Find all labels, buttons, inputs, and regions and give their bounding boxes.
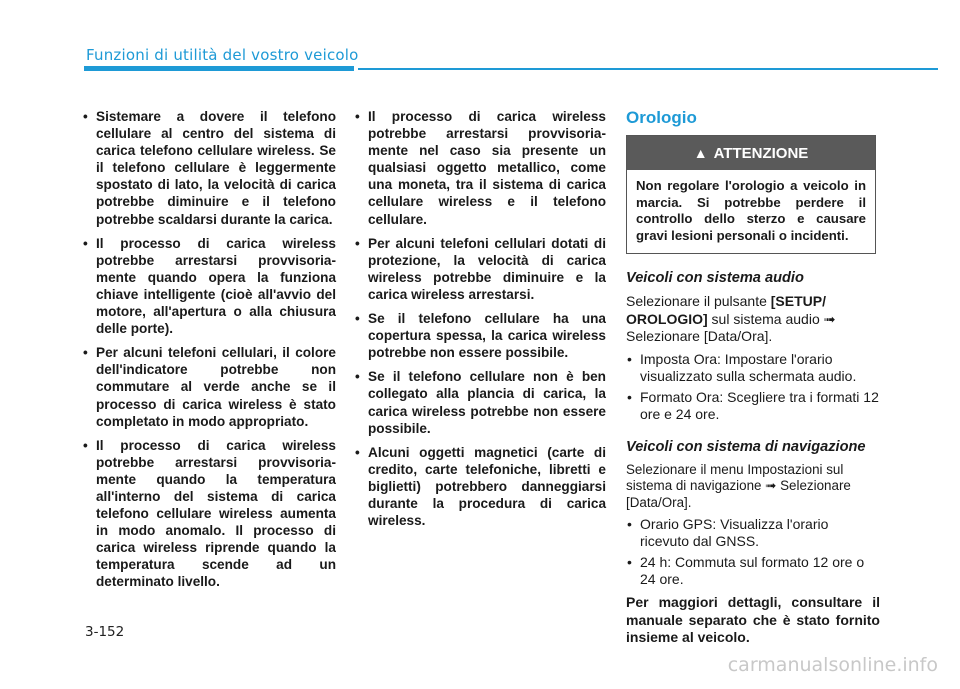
column-middle <box>352 108 606 536</box>
list-item: • Formato Ora: Scegliere tra i formati 12 ore e 24 ore. <box>627 388 879 422</box>
list-item: • Orario GPS: Visualizza l'orario ricevuto dal GNSS. <box>627 516 829 550</box>
list-item: • Per alcuni telefoni cellulari, il colore dell'indicatore potrebbe non commutare al verde anche se il processo di carica wireless è stato completato in modo appropriato. <box>83 345 336 429</box>
bullet-icon: • <box>627 388 632 405</box>
audio-bullet-list <box>626 351 880 423</box>
navigation-intro: Selezionare il menu Impostazioni sul sistema di navigazione ➟ Selezionare [Data/Ora]. <box>626 461 851 510</box>
bullet-icon: • <box>83 437 88 453</box>
warning-text: Non regolare l'orologio a veicolo in marcia. Si potrebbe perdere il controllo dello sterzo e causare gravi lesioni personali o incidenti. <box>636 178 866 243</box>
bullet-icon: • <box>83 109 88 124</box>
section-header-title: Funzioni di utilità del vostro veicolo <box>86 46 359 64</box>
bullet-icon: • <box>627 554 632 571</box>
warning-box <box>626 135 876 254</box>
bullet-icon: • <box>355 109 360 124</box>
subheading-audio: Veicoli con sistema audio <box>626 270 804 287</box>
column-left <box>80 108 336 598</box>
page-number: 3-152 <box>85 624 125 640</box>
warning-triangle-icon: ▲ <box>693 145 708 161</box>
list-item: • 24 h: Commuta sul formato 12 ore o 24 ore. <box>627 554 865 588</box>
list-item: • Se il telefono cellulare non è ben collegato alla plancia di carica, la carica wireless potrebbe non essere possibile. <box>355 369 606 436</box>
list-item: • Il processo di carica wireless potrebbe arrestarsi provvisoria-mente quando opera la funziona chiave intelligente (cioè all'avvio del motore, all'apertura o alla chiusura delle porte). <box>83 235 336 337</box>
list-item: • Alcuni oggetti magnetici (carte di credito, carte telefoniche, libretti e biglietti) potrebbero danneggiarsi durante la procedura di carica wireless. <box>355 444 606 529</box>
details-note: Per maggiori dettagli, consultare il manuale separato che è stato fornito insieme al veicolo. <box>626 594 880 645</box>
section-title-orologio: Orologio <box>626 108 697 127</box>
warning-header <box>627 136 875 170</box>
bullet-icon: • <box>83 235 88 251</box>
audio-intro: Selezionare il pulsante [SETUP/ OROLOGIO] sul sistema audio ➟ Selezionare [Data/Ora]. <box>626 293 836 345</box>
header-rule-thin <box>358 68 938 70</box>
bullet-icon: • <box>627 516 632 533</box>
navigation-bullet-list <box>626 516 880 588</box>
bullet-icon: • <box>355 311 360 327</box>
list-item: • Per alcuni telefoni cellulari dotati di protezione, la velocità di carica wireless potrebbe diminuire e la carica wireless arrestarsi. <box>355 235 606 302</box>
bullet-icon: • <box>83 345 88 361</box>
watermark-text: carmanualsonline.info <box>727 654 938 676</box>
subheading-navigation: Veicoli con sistema di navigazione <box>626 438 866 455</box>
warning-label: ATTENZIONE <box>713 144 809 162</box>
bullet-icon: • <box>627 350 632 367</box>
list-item: • Se il telefono cellulare ha una copertura spessa, la carica wireless potrebbe non essere possibile. <box>355 311 606 361</box>
bullet-icon: • <box>355 444 360 460</box>
bullet-icon: • <box>355 369 360 385</box>
bullet-icon: • <box>355 235 360 251</box>
list-item: • Sistemare a dovere il telefono cellulare al centro del sistema di carica telefono cellulare wireless. Se il telefono cellulare è leggermente spostato di lato, la velocità di carica potrebbe diminuire e il telefono potrebbe scaldarsi durante la carica. <box>83 109 336 227</box>
header-rule-thick <box>84 66 354 71</box>
bullet-list-middle <box>352 108 606 529</box>
list-item: • Il processo di carica wireless potrebbe arrestarsi provvisoria-mente nel caso sia presente un qualsiasi oggetto metallico, come una moneta, tra il sistema di carica cellulare wireless e il telefono cellulare. <box>355 109 606 227</box>
list-item: • Il processo di carica wireless potrebbe arrestarsi provvisoria-mente quando la temperatura all'interno del sistema di carica telefono cellulare wireless aumenta in modo anomalo. Il processo di carica wireless riprende quando la temperatura scende ad un determinato livello. <box>83 437 336 590</box>
list-item: • Imposta Ora: Impostare l'orario visualizzato sulla schermata audio. <box>627 350 857 384</box>
column-right <box>626 108 880 646</box>
bullet-list-left <box>80 108 336 591</box>
